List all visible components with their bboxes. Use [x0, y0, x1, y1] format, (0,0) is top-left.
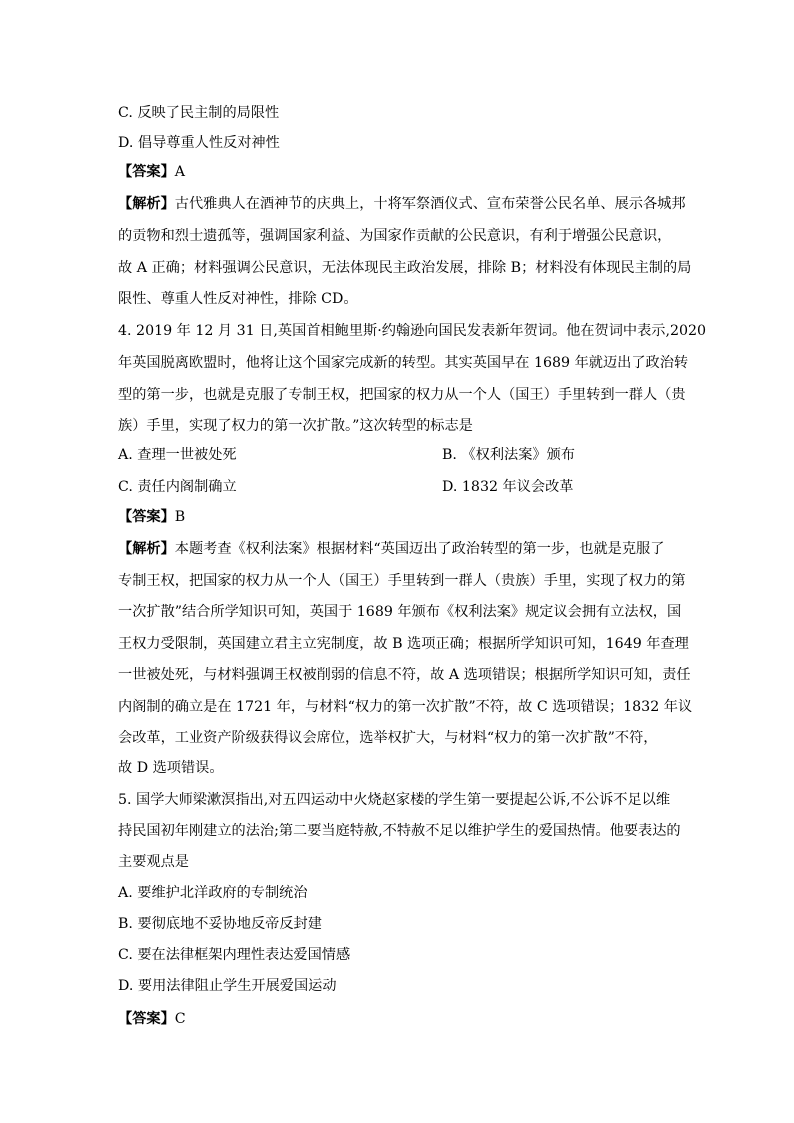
- answer-tag: 【答案】: [118, 1011, 175, 1027]
- q3-option-d: D. 倡导尊重人性反对神性: [118, 135, 280, 151]
- q4-analysis-line-2: 专制王权，把国家的权力从一个人（国王）手里转到一群人（贵族）手里，实现了权力的第: [118, 573, 686, 589]
- q5-stem-line-3: 主要观点是: [118, 854, 189, 870]
- analysis-tag: 【解析】: [118, 196, 175, 212]
- q5-option-c: C. 要在法律框架内理性表达爱国情感: [118, 947, 351, 963]
- q4-option-a: A. 查理一世被处死: [118, 447, 237, 463]
- q3-option-c: C. 反映了民主制的局限性: [118, 105, 280, 121]
- q4-option-b: B. 《权利法案》颁布: [442, 447, 575, 463]
- q4-analysis-line-6: 内阁制的确立是在 1721 年，与材料“权力的第一次扩散”不符，故 C 选项错误；1832 年议: [118, 699, 693, 715]
- answer-value: C: [174, 1011, 186, 1027]
- q4-analysis-line-8: 故 D 选项错误。: [118, 760, 224, 776]
- q3-analysis-line-2: 的贡物和烈士遗孤等，强调国家利益、为国家作贡献的公民意识，有利于增强公民意识，: [118, 228, 672, 244]
- q5-stem-line-2: 持民国初年刚建立的法治;第二要当庭特赦,不特赦不足以维护学生的爱国热情。他要表达的: [118, 823, 681, 839]
- analysis-text: 古代雅典人在酒神节的庆典上，十将军祭酒仪式、宣布荣誉公民名单、展示各城邦: [174, 196, 686, 212]
- q4-option-c: C. 责任内阁制确立: [118, 479, 237, 495]
- q5-option-d: D. 要用法律阻止学生开展爱国运动: [118, 978, 337, 994]
- q4-analysis-line-1: [118, 539, 678, 559]
- q4-answer: [118, 507, 678, 527]
- q3-analysis-line-1: [118, 194, 686, 214]
- q4-analysis-line-5: 一世被处死，与材料强调王权被削弱的信息不符，故 A 选项错误；根据所学知识可知，责任: [118, 667, 691, 683]
- q5-stem-line-1: 5. 国学大师梁漱溟指出,对五四运动中火烧赵家楼的学生第一要提起公诉,不公诉不足以维: [118, 792, 671, 808]
- analysis-text: 本题考查《权利法案》根据材料“英国迈出了政治转型的第一步，也就是克服了: [174, 541, 665, 557]
- q4-stem-line-2: 年英国脱离欧盟时，他将让这个国家完成新的转型。其实英国早在 1689 年就迈出了政治转: [118, 355, 689, 371]
- q4-stem-line-1: 4. 2019 年 12 月 31 日,英国首相鲍里斯·约翰逊向国民发表新年贺词。他在贺词中表示,2020: [118, 323, 707, 339]
- q4-analysis-line-7: 会改革，工业资产阶级获得议会席位，选举权扩大，与材料“权力的第一次扩散”不符，: [118, 730, 658, 746]
- answer-value: B: [174, 509, 186, 525]
- q4-stem-line-4: 族）手里，实现了权力的第一次扩散。”这次转型的标志是: [118, 418, 473, 434]
- q3-analysis-line-4: 限性、尊重人性反对神性，排除 CD。: [118, 291, 358, 307]
- q4-option-d: D. 1832 年议会改革: [442, 479, 574, 495]
- q4-stem-line-3: 型的第一步，也就是克服了专制王权，把国家的权力从一个人（国王）手里转到一群人（贵: [118, 387, 686, 403]
- q3-analysis-line-3: 故 A 正确；材料强调公民意识，无法体现民主政治发展，排除 B；材料没有体现民主制的局: [118, 260, 692, 276]
- q5-option-a: A. 要维护北洋政府的专制统治: [118, 885, 308, 901]
- q5-answer: [118, 1009, 678, 1029]
- q4-analysis-line-4: 王权力受限制，英国建立君主立宪制度，故 B 选项正确；根据所学知识可知，1649 年查理: [118, 636, 689, 652]
- q4-analysis-line-3: 一次扩散”结合所学知识可知，英国于 1689 年颁布《权利法案》规定议会拥有立法权，国: [118, 604, 682, 620]
- q5-option-b: B. 要彻底地不妥协地反帝反封建: [118, 916, 322, 932]
- answer-tag: 【答案】: [118, 509, 175, 525]
- answer-tag: 【答案】: [118, 164, 175, 180]
- answer-value: A: [174, 164, 186, 180]
- q3-answer: [118, 162, 678, 182]
- analysis-tag: 【解析】: [118, 541, 175, 557]
